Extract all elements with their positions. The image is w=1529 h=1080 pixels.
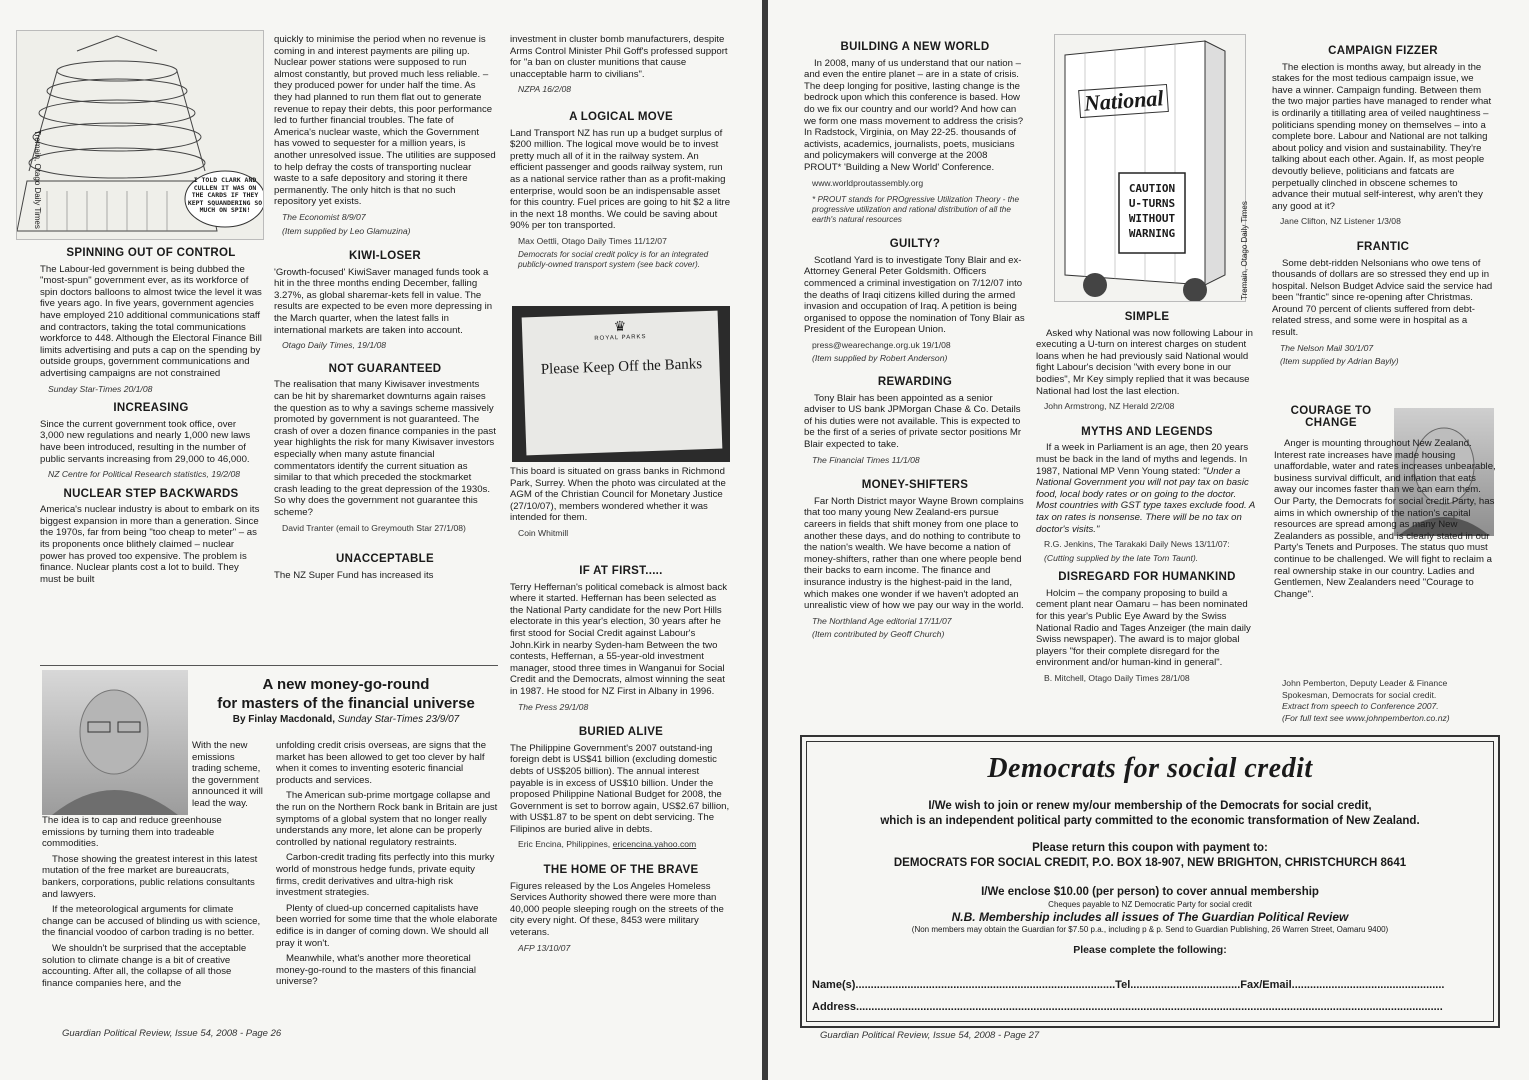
source-disregard: B. Mitchell, Otago Daily Times 28/1/08 (1044, 673, 1190, 684)
source-kiwiloser: Otago Daily Times, 19/1/08 (282, 340, 387, 351)
myths-body: If a week in Parliament is an age, then 20 years must be back in the land of myths and legends. In 1987, National MP Venn Young stated: (1036, 442, 1249, 477)
feature-p2: The idea is to cap and reduce greenhouse emissions by turning them into tradeable commodities. (42, 815, 222, 850)
headline-rewarding: REWARDING (877, 376, 953, 389)
coupon-nb: N.B. Membership includes all issues of The Guardian Political Review (951, 910, 1349, 924)
article-building: In 2008, many of us understand that our nation – and even the entire planet – are in a state of crisis. The deep longing for positive, lasting change is the bedrock upon which this conference is based. How do we fix our country and our world? And how can we form one mass movement to address the crisis? In Radstock, Virginia, on May 22-25. thousands of activists, academics, journalists, poets, musicians and policymakers will converge at the 2008 PROUT* 'Building a New World' Conference. (804, 57, 1024, 173)
page-26-footer: Guardian Political Review, Issue 54, 2008 - Page 26 (62, 1028, 282, 1039)
column-3b (510, 466, 732, 546)
feature-p3: Those showing the greatest interest in this latest mutation of the free market are bureaucrats, bankers, corporations, public relations consultants and lawyers. (42, 853, 258, 900)
column-1 (40, 240, 262, 589)
article-courage: Anger is mounting throughout New Zealand. Interest rate increases have made housing unaffordable, water and rates increases unbearable, business survival difficult, and inflation that eats away our incomes faster than we can earn them. Our Party, the Democrats for social credit Party, has aims in which ownership of the nation's capital resources are spread among as many New Zealanders as possible, and is clearly stated in our Party's Tenets and Purposes. The status quo must continue to be challenged. We will fight to reclaim a real ownership stake in our country. Ladies and Gentlemen, New Zealanders need "Courage to Change". (1274, 438, 1496, 600)
coupon-cheques: Cheques payable to NZ Democratic Party for social credit (1048, 900, 1252, 909)
coupon-title: Democrats for social credit (987, 753, 1313, 784)
headline-courage-2: CHANGE (1305, 416, 1357, 429)
feature-p10: Meanwhile, what's another more theoretical money-go-round to the masters of this financial universe? (276, 953, 476, 988)
article-unacceptable: The NZ Super Fund has increased its (274, 569, 434, 581)
feature-col-1a (194, 740, 266, 814)
note-logical: Democrats for social credit policy is for an integrated publicly-owned transport system (see back cover). (518, 249, 709, 269)
source-board: Coin Whitmill (518, 527, 569, 538)
article-unacceptable-cont: investment in cluster bomb manufacturers, despite Arms Control Minister Phil Goff's professed support for "a ban on cluster munitions that cause unacceptable harm to civilians". (510, 34, 728, 80)
feature-p8: Carbon-credit trading fits perfectly into this murky world of monstrous hedge funds, private equity firms, credit derivatives and ultra-high risk investment strategies. (276, 852, 495, 899)
courage-head (1274, 402, 1388, 433)
coupon-address: DEMOCRATS FOR SOCIAL CREDIT, P.O. BOX 18-907, NEW BRIGHTON, CHRISTCHURCH 8641 (893, 857, 1407, 869)
headline-frantic: FRANTIC (1356, 240, 1410, 253)
article-fizzer: The election is months away, but already in the stakes for the most tedious campaign issue, we have a winner. Campaign funding. Between them the two major parties have managed to render what is ordinarily a titillating area of veiled naughtiness – politicians spending money on themselves – into a complete bore. Labour and National are not talking about policy and vision and sustainability. They're talking about each other. Again. If, as most people devoutly believe, politicians and fatcats are perpetually clinched in obscene schemes to advance their mutual self-interest, why aren't they any good at it? (1272, 61, 1492, 212)
source-buried-name: Eric Encina, Philippines, (518, 839, 611, 850)
headline-myths: MYTHS AND LEGENDS (1081, 425, 1213, 438)
source-rewarding: The Financial Times 11/1/08 (812, 454, 920, 465)
byline-author: By Finlay Macdonald, (232, 714, 335, 725)
parliament-cartoon (16, 30, 264, 240)
article-board: This board is situated on grass banks in Richmond Park, Surrey. When the photo was circulated at the AGM of the Christian Council for Monetary Justice (27/10/07), members wondered whether it was intended for them. (510, 466, 726, 524)
headline-logical: A LOGICAL MOVE (569, 110, 673, 123)
headline-disregard: DISREGARD FOR HUMANKIND (1058, 571, 1236, 584)
name-field[interactable]: Name(s).....................................................................................Tel....................................Fax/Email.................................................. (812, 979, 1445, 991)
feature-p1: With the new emissions trading scheme, the government announced it will lead the way. (192, 740, 263, 809)
headline-unacceptable: UNACCEPTABLE (336, 553, 434, 566)
myths-quote: "Under a National Government you will not pay tax on basic food, local body rates or on going to the doctor. Most countries with GST type taxes exclude food. A tax on rates is nonsense. There will be no tax on doctor's visits." (1036, 465, 1255, 535)
page-27 (768, 0, 1529, 1080)
headline-simple: SIMPLE (1124, 311, 1170, 323)
byline-source: Sunday Star-Times 23/9/07 (337, 714, 460, 725)
source-brave: AFP 13/10/07 (518, 942, 571, 953)
supplied-frantic: (Item supplied by Adrian Bayly) (1280, 356, 1399, 367)
headline-spinning: SPINNING OUT OF CONTROL (66, 247, 236, 259)
headline-fizzer: CAMPAIGN FIZZER (1328, 45, 1438, 57)
supplied-myths: (Cutting supplied by the late Tom Taunt). (1044, 552, 1199, 563)
article-brave: Figures released by the Los Angeles Homeless Services Authority showed there were more than 40,000 people sleeping rough on the streets of the city every night. Of these, 8453 were military veterans. (510, 880, 724, 939)
article-spinning: The Labour-led government is being dubbed the "most-spun" government ever, as its workforce of spin doctors balloons to almost twice the level it was five years ago. In five years, government agencies have employed 210 additional communications staff and contractors, taking the total communications workforce to 448. Although the Electoral Finance Bill limits advertising and puts a cap on the spending by outside groups, government communications and advertising campaigns are not constrained (40, 263, 262, 379)
feature-p6: unfolding credit crisis overseas, are signs that the market has been allowed to get too clever by half when it comes to inventing esoteric financial products and services. (276, 740, 487, 786)
headline-increasing: INCREASING (113, 402, 189, 415)
headline-guilty: GUILTY? (889, 238, 941, 251)
supplied-money: (Item contributed by Geoff Church) (812, 629, 945, 640)
article-myths (1036, 442, 1258, 535)
url-building[interactable]: www.worldproutassembly.org (812, 177, 924, 188)
column-2 (274, 34, 496, 585)
column-3 (1272, 38, 1494, 374)
article-simple: Asked why National was now following Labour in executing a U-turn on interest charges on student loans when he had previously said National would fight Labour's decision "with every bone in our bodies", Mr Key simply replied that it was because National had lost the last election. (1036, 327, 1253, 397)
column-3 (510, 34, 732, 276)
coupon-complete: Please complete the following: (1073, 944, 1227, 956)
headline-buried: BURIED ALIVE (578, 726, 664, 739)
headline-iffirst: IF AT FIRST..... (579, 565, 663, 577)
source-nuclear: The Economist 8/9/07 (282, 211, 366, 222)
source-buried (518, 839, 732, 851)
feature-col-2 (276, 740, 498, 992)
cartoon-speech: I TOLD CLARK AND CULLEN IT WAS ON THE CARDS IF THEY KEPT SQUANDERING SO MUCH ON SPIN! (187, 176, 263, 215)
extract-courage: Extract from speech to Conference 2007. (1282, 701, 1439, 712)
source-guilty: press@wearechange.org.uk 19/1/08 (812, 339, 951, 350)
headline-courage-1: COURAGE TO (1290, 405, 1372, 417)
source-iffirst: The Press 29/1/08 (518, 701, 589, 712)
supplied-nuclear: (Item supplied by Leo Glamuzina) (282, 225, 411, 236)
coupon-line-3: Please return this coupon with payment to: (1032, 842, 1268, 854)
sign-text: Please Keep Off the Banks (540, 356, 703, 378)
membership-coupon (800, 735, 1500, 1028)
article-disregard: Holcim – the company proposing to build a cement plant near Oamaru – has been nominated for this year's Public Eye Award by the Swiss National Radio and Tages Anzeiger (the main daily Swiss newspaper). The award is to major global players "for their complete disregard for the environment and/or human-kind in general". (1036, 587, 1251, 669)
feature-p4: If the meteorological arguments for climate change can be accused of blinding us with science, the financial voodoo of carbon trading is no better. (42, 904, 261, 939)
note-prout: * PROUT stands for PROgressive Utilization Theory - the progressive utilization and rational distribution of all the earth's natural resources (812, 195, 1020, 225)
source-fizzer: Jane Clifton, NZ Listener 1/3/08 (1280, 216, 1401, 227)
coupon-line-1: I/We wish to join or renew my/our membership of the Democrats for social credit, (928, 800, 1372, 812)
portrait-icon (42, 670, 188, 815)
headline-kiwiloser: KIWI-LOSER (349, 250, 421, 263)
article-iffirst: Terry Heffernan's political comeback is almost back where it started. Heffernan has been selected as the National Party candidate for the new Port Hills electorate in this year's election, 30 years after he first stood for Social Credit against Labour's John.Kirk in nearby Syden-ham Between the two contests, Heffernan, a 55-year-old investment manager, stood three times in Wanganui for Social Credit and the Democrats, almost winning the seat in 1987. He stood for NZ First in Albany in 1996. (510, 581, 728, 697)
source-increasing: NZ Centre for Political Research statistics, 19/2/08 (48, 469, 241, 480)
column-2 (1036, 304, 1258, 691)
article-money: Far North District mayor Wayne Brown complains that too many young New Zealand-ers pursue careers in fields that shift money from one place to another these days, and do nothing to contribute to the nation's wealth. We have become a nation of money-shifters, rather than one where people bend their backs to earn income. The finance and insurance industry is the highest-paid in the land, which makes one wonder if we haven't adopted an unrealistic view of how we pay our way in the world. (804, 495, 1024, 612)
source-logical: Max Oettli, Otago Daily Times 11/12/07 (518, 235, 667, 246)
article-rewarding: Tony Blair has been appointed as a senior adviser to US bank JPMorgan Chase & Co. Details of his duties were not available. This is expected to be the first of a series of private sector positions Mr Blair expected to take. (804, 392, 1022, 451)
headline-building: BUILDING A NEW WORLD (840, 41, 990, 53)
finlay-macdonald-photo (42, 670, 188, 815)
truck-credit: Tremain, Otago Daily Times (1240, 201, 1249, 300)
article-nuclear-cont: quickly to minimise the period when no revenue is coming in and interest payments are piling up. Nuclear power stations were supposed to run almost constantly, but proved much less reliable. – they produced power for under half the time. As they had planned to run them flat out to generate revenue to repay their debts, this poor performance led to further financial troubles. The fate of America's nuclear waste, which the Government has vowed to sequester for a million years, is another unresolved issue. The utilities are supposed to help defray the costs of transporting nuclear waste to a safe depository and storing it there permanently. The only hitch is that no such repository yet exists. (274, 34, 496, 208)
feature-p5: We shouldn't be surprised that the acceptable solution to climate change is a bit of creative accounting. After all, the collapse of all those finance companies here, and the (42, 942, 247, 989)
source-simple: John Armstrong, NZ Herald 2/2/08 (1044, 401, 1175, 412)
feature-title-1: A new money-go-round (262, 676, 430, 693)
truck-icon (1055, 35, 1246, 302)
headline-nuclear: NUCLEAR STEP BACKWARDS (63, 487, 239, 500)
source-spinning: Sunday Star-Times 20/1/08 (48, 383, 153, 394)
courage-body (1274, 438, 1496, 604)
feature-p7: The American sub-prime mortgage collapse and the run on the Northern Rock bank in Britain are just symptoms of a global system that no longer really understands any more, let alone can be properly controlled by national regulatory restraints. (276, 790, 498, 848)
source-frantic: The Nelson Mail 30/1/07 (1280, 342, 1374, 353)
headline-notguaranteed: NOT GUARANTEED (328, 362, 442, 375)
headline-money: MONEY-SHIFTERS (861, 479, 969, 492)
coupon-line-5: I/We enclose $10.00 (per person) to cover annual membership (981, 886, 1319, 898)
source-courage: John Pemberton, Deputy Leader & Finance Spokesman, Democrats for social credit. (1282, 678, 1448, 700)
article-logical: Land Transport NZ has run up a budget surplus of $200 million. The logical move would be to invest pretty much all of it in the railway system. An efficient passenger and goods railway system, run as a national service rather than as a profit-making enterprise, would soon be an indispensable asset for this country. Fuel prices are going to hit $2 a litre in the next 18 months. We could be saving about 90% per ton transported. (510, 127, 731, 232)
article-increasing: Since the current government took office, over 3,000 new regulations and nearly 1,000 new laws have been introduced, resulting in the number of public servants increasing from 29,000 to 46,000. (40, 418, 251, 465)
source-unacceptable: NZPA 16/2/08 (518, 84, 572, 95)
headline-brave: THE HOME OF THE BRAVE (543, 864, 699, 877)
article-kiwiloser: 'Growth-focused' KiwiSaver managed funds took a hit in the three months ending December, falling 3.27%, as global sharemar-kets fell in value. The results are expected to be even more depressing in the March quarter, when the latest falls in international markets are taken into account. (274, 266, 493, 336)
keep-off-banks-photo (512, 306, 730, 462)
caution-sign: CAUTION U-TURNS WITHOUT WARNING (1128, 182, 1176, 240)
page-26 (0, 0, 762, 1080)
buried-email-link[interactable]: ericencina.yahoo.com (612, 839, 697, 850)
section-divider (40, 665, 498, 666)
address-field[interactable]: Address................................................................................................................................................................................................ (812, 1001, 1443, 1013)
article-frantic: Some debt-ridden Nelsonians who owe tens of thousands of dollars are so stressed they end up in hospital. Nelson Budget Advice said the service had been "frantic" since re-opening after Christmas. Around 70 percent of clients suffered from debt-related stress, and some were in hospital as a result. (1272, 257, 1493, 339)
article-nuclear: America's nuclear industry is about to embark on its biggest expansion in more than a generation. Since the 1970s, far from being "too cheap to meter" – as its proponents once blithely claimed – nuclear power has proved too expensive. The problem is finance. Nuclear plants cost a lot to build. They must be built (40, 504, 260, 585)
coupon-line-2: which is an independent political party committed to the economic transformation of New Zealand. (880, 815, 1420, 827)
source-myths: R.G. Jenkins, The Tarakaki Daily News 13/11/07: (1044, 539, 1230, 550)
feature-p9: Plenty of clued-up concerned capitalists have been worried for some time that the whole elaborate edifice is in danger of coming down. We should all pray it won't. (276, 902, 498, 949)
cartoon-credit: Tremain, Otago Daily Times (33, 130, 42, 229)
article-buried: The Philippine Government's 2007 outstand-ing foreign debt is US$41 billion (excluding domestic debts of US$205 billion). The annual interest payable is in excess of US$10 billion. Under the proposed Philippine National Budget for 2008, the Government is set to borrow again, US$2.67 billion, with US$1.87 to be spent on debt servicing. The Filipinos are buried alive in debts. (510, 742, 730, 835)
article-notguaranteed: The realisation that many Kiwisaver investments can be hit by sharemarket downturns again raises the question as to why a savings scheme massively promoted by government is not guaranteed. The crash of over a dozen finance companies in the past year highlights the risk for many Kiwisaver investors especially when many astute financial commentators identify the current situation as similar to that which preceded the stockmarket crash leading to the great depression of the 1930s. So why does the government not guarantee this scheme? (274, 379, 496, 518)
feature-title-2: for masters of the financial universe (217, 695, 475, 712)
article-guilty: Scotland Yard is to investigate Tony Blair and ex-Attorney General Peter Goldsmith. Officers commenced a criminal investigation on 7/12/07 into the deaths of Iraqi citizens killed during the armed invasion and occupation of Iraq. A petition is being organised to oppose the nomination of Tony Blair as President of the European Union. (804, 254, 1025, 336)
column-3c (510, 558, 732, 960)
sign-board (522, 311, 723, 456)
truck-cartoon (1054, 34, 1246, 302)
feature-byline (196, 714, 496, 725)
courage-source (1274, 676, 1496, 724)
source-money: The Northland Age editorial 17/11/07 (812, 615, 952, 626)
sign-org: ROYAL PARKS (594, 334, 647, 342)
feature-col-1 (42, 815, 264, 993)
supplied-guilty: (Item supplied by Robert Anderson) (812, 353, 948, 364)
coupon-nonmembers: (Non members may obtain the Guardian for $7.50 p.a., including p & p. Send to Guardian Publishing, 26 Warren Street, Oamaru 9400) (911, 925, 1389, 934)
crown-icon: ♛ (613, 317, 627, 335)
national-logo: National (1078, 84, 1169, 118)
source-notguaranteed: David Tranter (email to Greymouth Star 27/1/08) (282, 522, 466, 533)
page-27-footer: Guardian Political Review, Issue 54, 2008 - Page 27 (820, 1030, 1040, 1041)
column-1 (804, 34, 1026, 647)
extract-courage-url: (For full text see www.johnpemberton.co.nz) (1282, 712, 1450, 723)
